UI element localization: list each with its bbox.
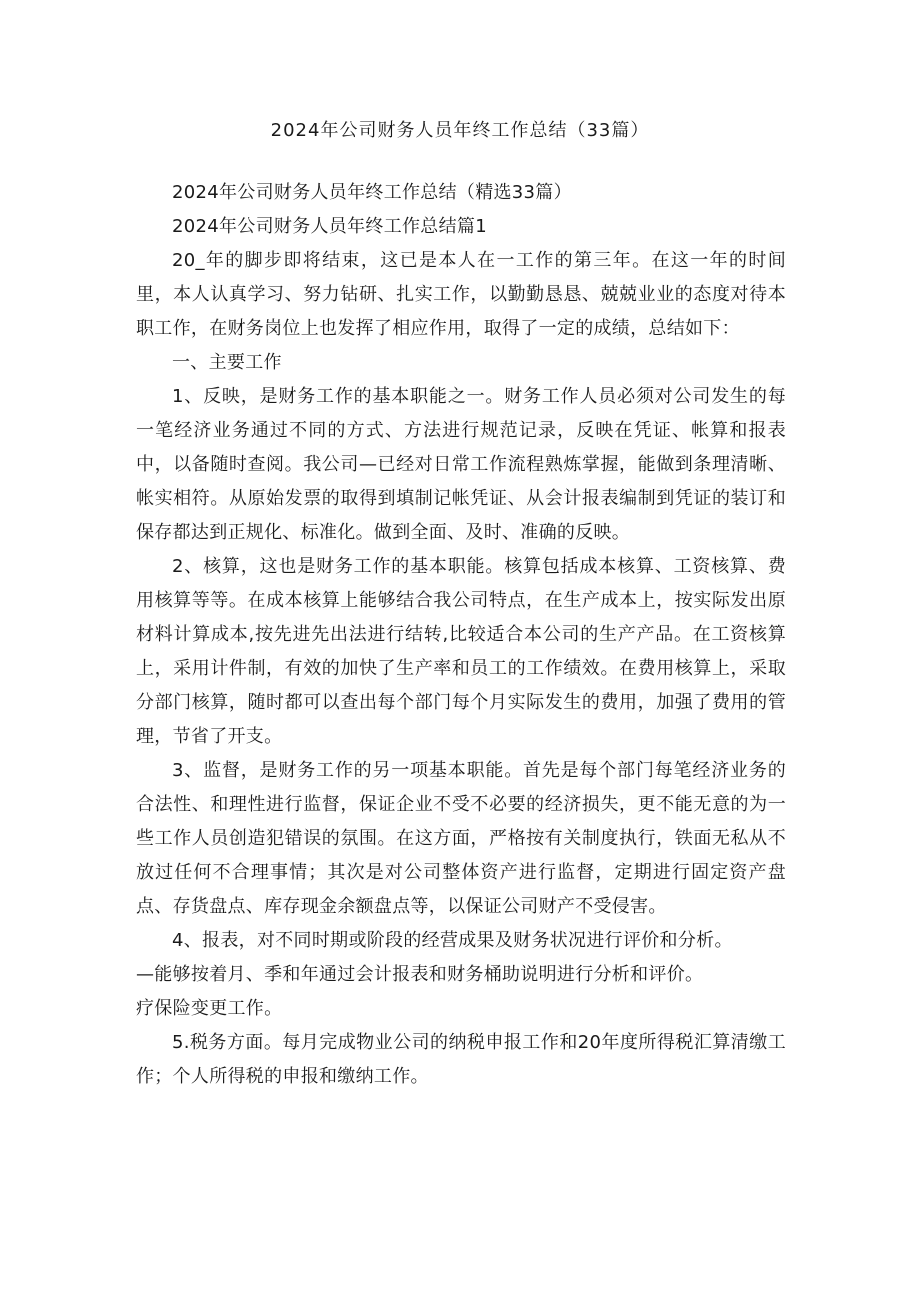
paragraph-accounting: 2、核算，这也是财务工作的基本职能。核算包括成本核算、工资核算、费用核算等等。在成本核算上能够结合我公司特点，在生产成本上，按实际发出原材料计算成本,按先进先出法进行结转,比较适合本公司的生产产品。在工资核算上，采用计件制，有效的加快了生产率和员工的工作绩效。在费用核算上，采取分部门核算，随时都可以查出每个部门每个月实际发生的费用，加强了费用的管理，节省了开支。 — [136, 556, 786, 747]
paragraph-insurance-fragment: 疗保险变更工作。 — [136, 998, 283, 1019]
paragraph-reports-continued: —能够按着月、季和年通过会计报表和财务桶助说明进行分析和评价。 — [136, 964, 704, 985]
paragraph-subtitle: 2024年公司财务人员年终工作总结（精选33篇） — [172, 182, 572, 203]
paragraph-section-heading: 2024年公司财务人员年终工作总结篇1 — [172, 216, 487, 237]
paragraph-supervision: 3、监督，是财务工作的另一项基本职能。首先是每个部门每笔经济业务的合法性、和理性进行监督，保证企业不受不必要的经济损失，更不能无意的为一些工作人员创造犯错误的氛围。在这方面，严格按有关制度执行，铁面无私从不放过任何不合理事情；其次是对公司整体资产进行监督，定期进行固定资产盘点、存货盘点、库存现金余额盘点等，以保证公司财产不受侵害。 — [136, 760, 786, 917]
document-title: 2024年公司财务人员年终工作总结（33篇） — [270, 120, 650, 141]
paragraph-tax: 5.税务方面。每月完成物业公司的纳税申报工作和20年度所得税汇算清缴工作；个人所得税的申报和缴纳工作。 — [136, 1032, 786, 1087]
paragraph-main-work-heading: 一、主要工作 — [172, 352, 282, 373]
paragraph-reflection: 1、反映，是财务工作的基本职能之一。财务工作人员必须对公司发生的每一笔经济业务通过不同的方式、方法进行规范记录，反映在凭证、帐算和报表中，以备随时查阅。我公司—已经对日常工作流程熟炼掌握，能做到条理清晰、帐实相符。从原始发票的取得到填制记帐凭证、从会计报表编制到凭证的装订和保存都达到正规化、标准化。做到全面、及时、准确的反映。 — [136, 386, 786, 543]
document-body — [136, 176, 786, 1094]
paragraph-reports: 4、报表，对不同时期或阶段的经营成果及财务状况进行评价和分析。 — [172, 930, 733, 951]
paragraph-intro: 20_年的脚步即将结束，这已是本人在一工作的第三年。在这一年的时间里，本人认真学习、努力钻研、扎实工作，以勤勤恳恳、兢兢业业的态度对待本职工作，在财务岗位上也发挥了相应作用，取得了一定的成绩，总结如下： — [136, 250, 786, 339]
